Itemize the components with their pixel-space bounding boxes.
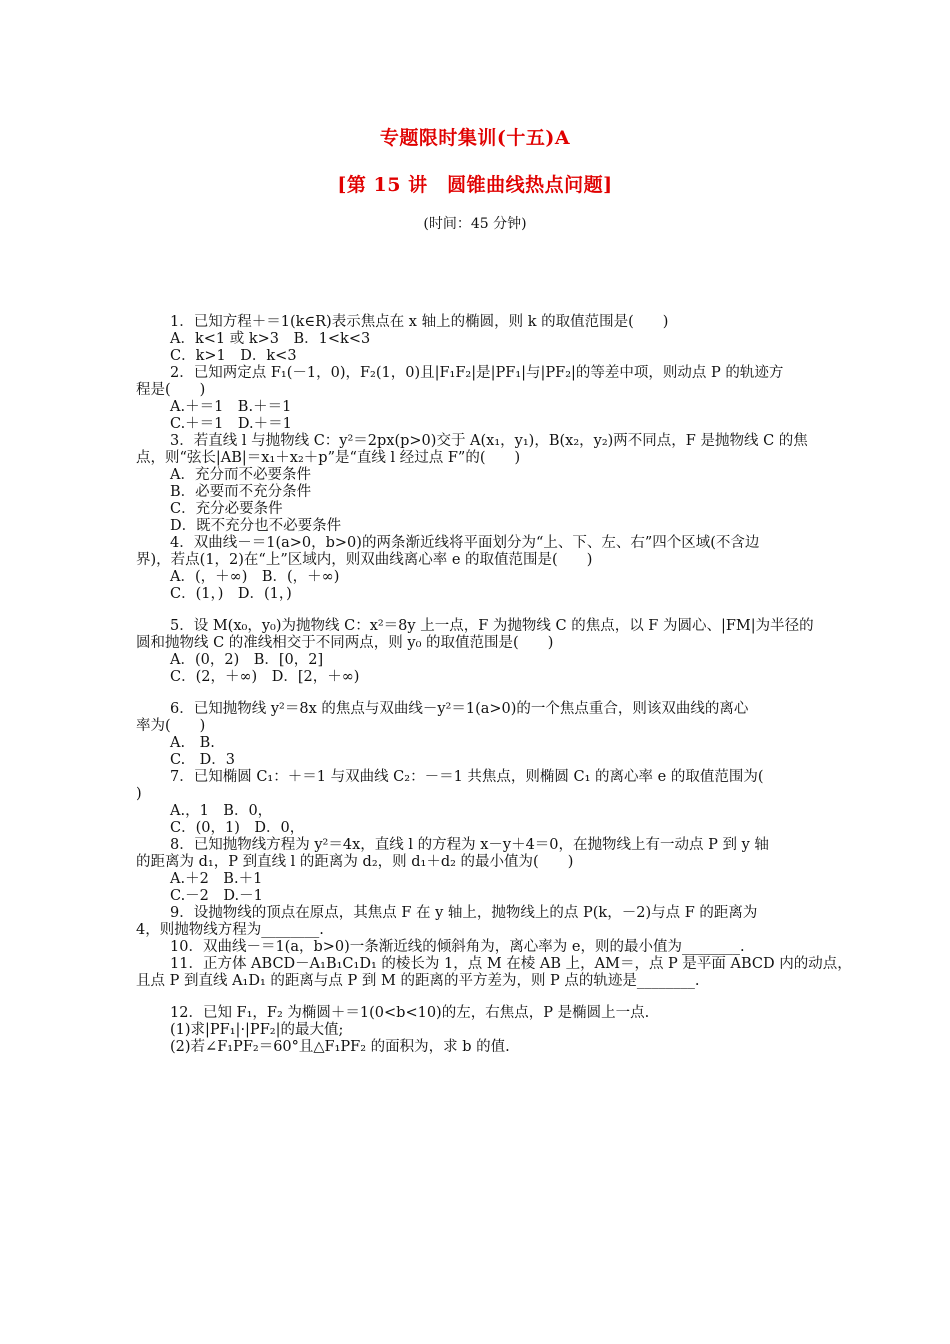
spacer — [136, 686, 816, 701]
time-limit: (时间：45 分钟) — [423, 216, 527, 232]
question-list — [136, 314, 852, 1056]
q11-stem: 11．正方体 ABCD－A₁B₁C₁D₁ 的棱长为 1，点 M 在棱 AB 上，AM＝，点 P 是平面 ABCD 内的动点， — [170, 956, 852, 972]
q7-options-cd: C．(0，1) D．0， — [170, 820, 305, 836]
q8-options-cd: C.－2 D.－1 — [170, 888, 263, 904]
spacer — [136, 990, 816, 1005]
q5-stem-cont: 圆和抛物线 C 的准线相交于不同两点，则 y₀ 的取值范围是( ) — [136, 635, 554, 651]
lecture-subtitle: [第 15 讲 圆锥曲线热点问题] — [337, 174, 613, 196]
q3-option-a: A．充分而不必要条件 — [170, 467, 311, 483]
q12-part-2: (2)若∠F₁PF₂＝60°且△F₁PF₂ 的面积为，求 b 的值. — [170, 1039, 510, 1055]
q12-stem: 12．已知 F₁，F₂ 为椭圆＋＝1(0<b<10)的左，右焦点，P 是椭圆上一点. — [170, 1005, 650, 1021]
q3-stem-cont: 点，则“弦长|AB|＝x₁＋x₂＋p”是“直线 l 经过点 F”的( ) — [136, 450, 521, 466]
q1-options-ab: A．k<1 或 k>3 B．1<k<3 — [170, 331, 371, 347]
q9-stem-cont: 4，则抛物线方程为________. — [136, 922, 324, 938]
q8-stem-cont: 的距离为 d₁，P 到直线 l 的距离为 d₂，则 d₁＋d₂ 的最小值为( ) — [136, 854, 574, 870]
q8-stem: 8．已知抛物线方程为 y²＝4x，直线 l 的方程为 x－y＋4＝0，在抛物线上有一动点 P 到 y 轴 — [170, 837, 769, 853]
q10-stem: 10．双曲线－＝1(a，b>0)一条渐近线的倾斜角为，离心率为 e，则的最小值为________. — [170, 939, 745, 955]
q1-options-cd: C．k>1 D．k<3 — [170, 348, 297, 364]
q7-stem-cont: ) — [136, 786, 142, 802]
q6-stem-cont: 率为( ) — [136, 718, 206, 734]
q3-stem: 3．若直线 l 与抛物线 C：y²＝2px(p>0)交于 A(x₁，y₁)，B(x₂，y₂)两不同点，F 是抛物线 C 的焦 — [170, 433, 808, 449]
q4-options-cd: C．(1，) D．(1，) — [170, 586, 292, 602]
q5-options-ab: A．(0，2) B．[0，2] — [170, 652, 324, 668]
spacer — [136, 603, 816, 618]
q4-stem-cont: 界)，若点(1，2)在“上”区域内，则双曲线离心率 e 的取值范围是( ) — [136, 552, 593, 568]
q7-options-ab: A.，1 B．0， — [170, 803, 273, 819]
q4-stem: 4．双曲线－＝1(a>0，b>0)的两条渐近线将平面划分为“上、下、左、右”四个区域(不含边 — [170, 535, 760, 551]
q4-options-ab: A．(，＋∞) B．(，＋∞) — [170, 569, 340, 585]
q3-option-b: B．必要而不充分条件 — [170, 484, 312, 500]
q7-stem: 7．已知椭圆 C₁：＋＝1 与双曲线 C₂：－＝1 共焦点，则椭圆 C₁ 的离心率 e 的取值范围为( — [170, 769, 764, 785]
q12-part-1: (1)求|PF₁|·|PF₂|的最大值; — [170, 1022, 344, 1038]
q8-options-ab: A.＋2 B.＋1 — [170, 871, 263, 887]
worksheet-title: 专题限时集训(十五)A — [379, 127, 571, 149]
q3-option-c: C．充分必要条件 — [170, 501, 283, 517]
q2-options-cd: C.＋＝1 D.＋＝1 — [170, 416, 292, 432]
q6-options-cd: C. D．3 — [170, 752, 236, 768]
q9-stem: 9．设抛物线的顶点在原点，其焦点 F 在 y 轴上，抛物线上的点 P(k，－2)与点 F 的距离为 — [170, 905, 758, 921]
q2-stem-cont: 程是( ) — [136, 382, 206, 398]
q1-stem: 1．已知方程＋＝1(k∈R)表示焦点在 x 轴上的椭圆，则 k 的取值范围是( ) — [170, 314, 669, 330]
q6-stem: 6．已知抛物线 y²＝8x 的焦点与双曲线－y²＝1(a>0)的一个焦点重合，则该双曲线的离心 — [170, 701, 749, 717]
q6-options-ab: A. B. — [170, 735, 215, 751]
q3-option-d: D．既不充分也不必要条件 — [170, 518, 342, 534]
q11-stem-cont: 且点 P 到直线 A₁D₁ 的距离与点 P 到 M 的距离的平方差为，则 P 点的轨迹是________. — [136, 973, 700, 989]
q2-stem: 2．已知两定点 F₁(－1，0)，F₂(1，0)且|F₁F₂|是|PF₁|与|PF₂|的等差中项，则动点 P 的轨迹方 — [170, 365, 784, 381]
q2-options-ab: A.＋＝1 B.＋＝1 — [170, 399, 292, 415]
q5-stem: 5．设 M(x₀，y₀)为抛物线 C：x²＝8y 上一点，F 为抛物线 C 的焦点，以 F 为圆心、|FM|为半径的 — [170, 618, 814, 634]
q5-options-cd: C．(2，＋∞) D．[2，＋∞) — [170, 669, 360, 685]
